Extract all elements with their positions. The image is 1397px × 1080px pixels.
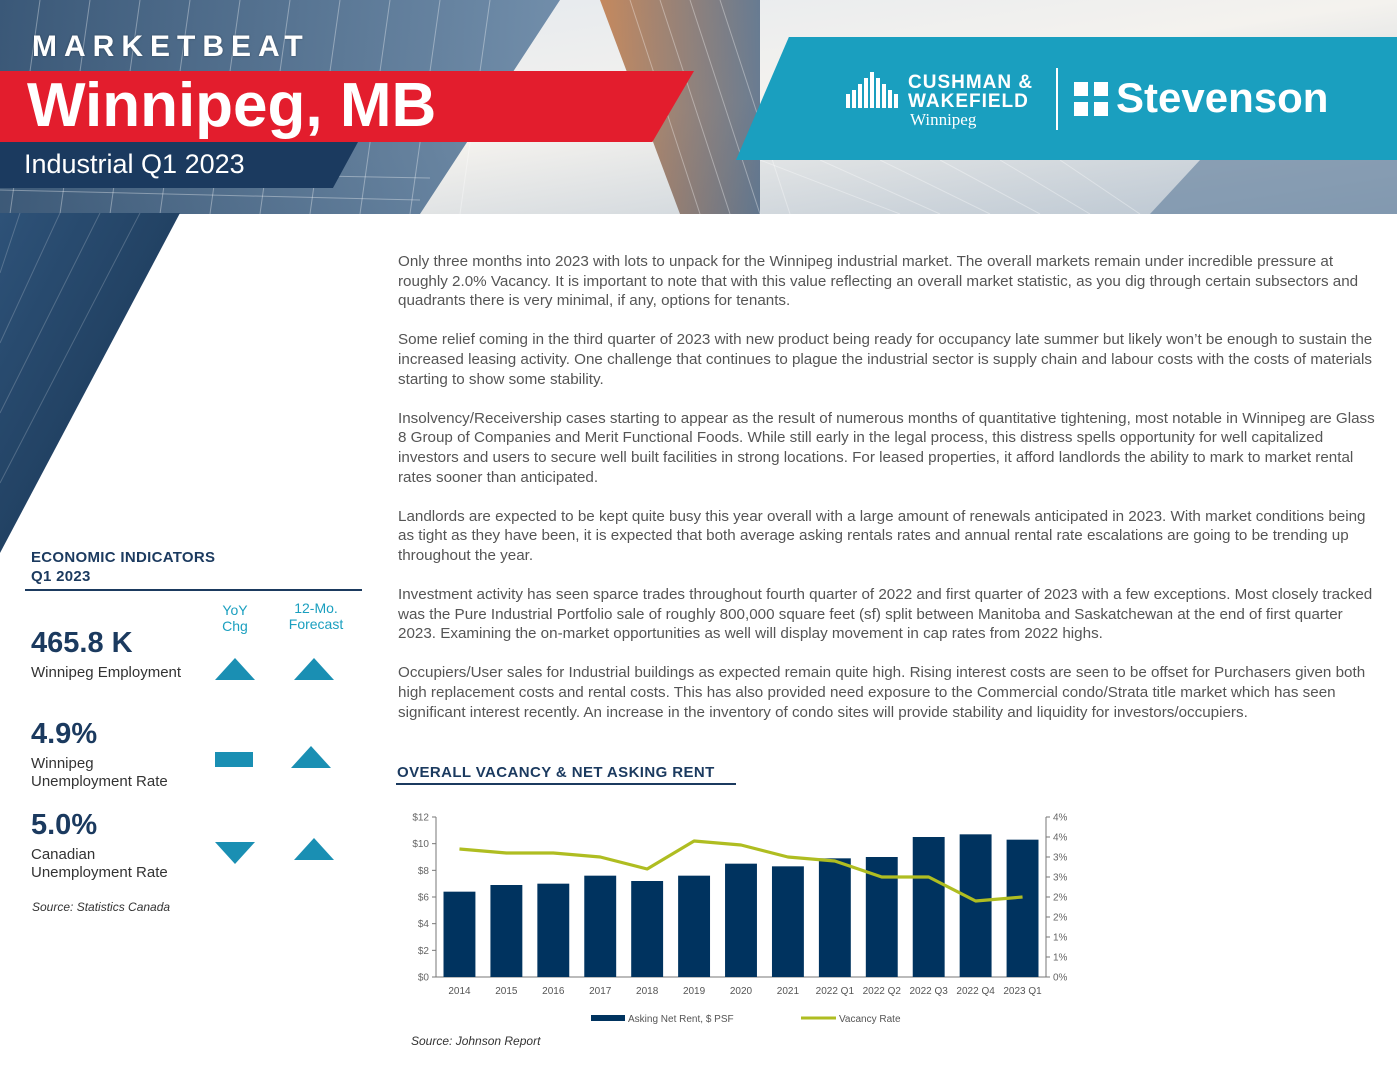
econ-heading-period: Q1 2023 [31,568,91,585]
rent-bar [960,834,992,977]
legend-rent-swatch [591,1015,625,1021]
cw-logo-line1: CUSHMAN & [908,72,1034,93]
cushman-wakefield-logo [846,66,1046,136]
right-tick-label: 1% [1053,932,1068,944]
right-tick-label: 2% [1053,892,1068,904]
yoy-flat-bar-icon [215,752,253,767]
yoy-up-arrow-icon [215,658,255,680]
econ-heading-title: ECONOMIC INDICATORS [31,549,216,566]
left-tick-label: $10 [412,839,429,851]
indicator-value-canadian-unemployment: 5.0% [31,809,98,841]
x-tick-label: 2022 Q1 [815,986,855,997]
economic-indicators-heading [31,548,215,586]
x-tick-label: 2014 [448,986,471,997]
stevenson-cross-icon [1074,82,1108,116]
chart-legend [591,1014,901,1025]
right-tick-label: 3% [1053,852,1068,864]
forecast-up-arrow-icon [291,746,331,768]
cw-logo-line2: WAKEFIELD [908,91,1029,112]
chart-title-rule [396,783,736,785]
col-yoy-line2: Chg [222,618,248,634]
indicator-label-employment: Winnipeg Employment [31,664,182,681]
forecast-up-arrow-icon [294,658,334,680]
chart-source-note: Source: Johnson Report [411,1034,541,1048]
indicator-label-winnipeg-unemployment [31,755,168,791]
rent-bar [819,858,851,977]
forecast-up-arrow-icon [294,838,334,860]
header-banner [0,0,1397,214]
label-line2: Unemployment Rate [31,773,168,790]
rent-bar [772,866,804,977]
right-tick-label: 3% [1053,872,1068,884]
page-title: Winnipeg, MB [27,71,437,140]
commentary-paragraph: Insolvency/Receivership cases starting to appear as the result of numerous months of quantitative tightening, most notable in Winnipeg are Glass 8 Group of Companies and Merit Functional Foods. While still early in the legal process, this distress spells opportunity for well capitalized investors and users to secure well built facilities in strong locations. For leased properties, it afford landlords the ability to mark to market rental rates sooner than anticipated. [398,409,1375,486]
x-tick-label: 2022 Q4 [956,986,995,997]
label-line1: Winnipeg [31,755,94,772]
right-tick-label: 2% [1053,912,1068,924]
right-tick-label: 4% [1053,812,1068,824]
cw-logo-line3: Winnipeg [910,110,977,129]
vacancy-rent-chart [396,800,1076,1040]
indicator-label-canadian-unemployment [31,846,168,882]
commentary-paragraph: Some relief coming in the third quarter of 2023 with new product being ready for occupancy late summer but likely won’t be enough to sustain the increased leasing activity. One challenge that continues to plague the industrial sector is supply chain and labour costs with the costs of materials starting to show some stability. [398,331,1373,388]
stevenson-logo [1074,74,1344,124]
label-line2: Unemployment Rate [31,864,168,881]
decorative-diagonal-image [0,213,180,553]
commentary-paragraph: Occupiers/User sales for Industrial buildings as expected remain quite high. Rising interest costs are seen to be offset for Purchasers given both high replacement costs and rental costs. This has also provided need exposure to the Commercial condo/Strata title market which has seen significant interest recently. An increase in the inventory of condo sites will provide stability and liquidity for investors/occupiers. [398,664,1366,721]
rent-bar [866,857,898,977]
col-forecast-line1: 12-Mo. [294,600,338,616]
right-tick-label: 4% [1053,832,1068,844]
x-tick-label: 2022 Q3 [909,986,948,997]
rent-bar [490,885,522,977]
col-forecast-line2: Forecast [288,616,344,632]
left-tick-label: $4 [417,919,429,931]
commentary-paragraph: Investment activity has seen sparce trades throughout fourth quarter of 2022 and first quarter of 2023 with a few exceptions. Most closely tracked was the Pure Industrial Portfolio sale of roughly 800,000 square feet (sf) split between Manitoba and Saskatchewan at the end of first quarter 2023. Examining the on-market opportunities as well will display movement in cap rates from 2022 highs. [398,586,1373,643]
x-tick-label: 2020 [729,986,753,997]
commentary-paragraph: Landlords are expected to be kept quite busy this year overall with a large amount of renewals anticipated in 2023. With market conditions being as tight as they have been, it is expected that both average asking rentals rates and annual rental rate escalations are going to be trending up throughout the year. [398,507,1366,564]
rent-bar [584,876,616,977]
x-tick-label: 2015 [495,986,518,997]
right-tick-label: 1% [1053,952,1068,964]
page-subtitle: Industrial Q1 2023 [24,149,245,179]
x-tick-label: 2019 [682,986,706,997]
econ-source-note: Source: Statistics Canada [32,900,171,914]
label-line1: Canadian [31,846,96,863]
series-name: MARKETBEAT [32,30,310,63]
econ-divider [25,589,362,591]
x-tick-label: 2022 Q2 [862,986,901,997]
col-head-yoy [212,602,258,634]
stevenson-wordmark: Stevenson [1116,74,1329,121]
rent-bar [631,881,663,977]
rent-bar [678,876,710,977]
left-tick-label: $8 [417,865,429,877]
rent-bar [913,837,945,977]
x-tick-label: 2018 [636,986,659,997]
rent-bar [725,864,757,977]
indicator-value-winnipeg-unemployment: 4.9% [31,718,98,750]
rent-bar [537,884,569,977]
col-head-forecast [282,600,350,632]
x-tick-label: 2021 [776,986,800,997]
commentary-paragraph: Only three months into 2023 with lots to unpack for the Winnipeg industrial market. The overall markets remain under incredible pressure at roughly 2.0% Vacancy. It is important to note that with this value reflecting an overall market statistic, as you dig through certain subsectors and quadrants there is very minimal, if any, options for tenants. [398,253,1359,310]
chart-bar-series [444,834,1039,977]
x-tick-label: 2017 [589,986,612,997]
legend-vacancy-label: Vacancy Rate [839,1014,901,1025]
legend-rent-label: Asking Net Rent, $ PSF [628,1014,734,1025]
rent-bar [444,892,476,977]
indicator-value-employment: 465.8 K [31,627,133,659]
logo-divider [1056,68,1058,130]
chart-title: OVERALL VACANCY & NET ASKING RENT [397,764,715,781]
right-tick-label: 0% [1053,972,1068,984]
yoy-down-arrow-icon [215,842,255,864]
x-tick-label: 2023 Q1 [1003,986,1042,997]
x-tick-label: 2016 [542,986,565,997]
rent-bar [1007,840,1039,977]
market-commentary [398,252,1378,742]
cushman-buildings-icon [846,70,902,112]
left-tick-label: $2 [417,945,429,957]
left-tick-label: $12 [412,812,429,824]
left-tick-label: $6 [417,892,429,904]
col-yoy-line1: YoY [222,602,248,618]
left-tick-label: $0 [417,972,429,984]
